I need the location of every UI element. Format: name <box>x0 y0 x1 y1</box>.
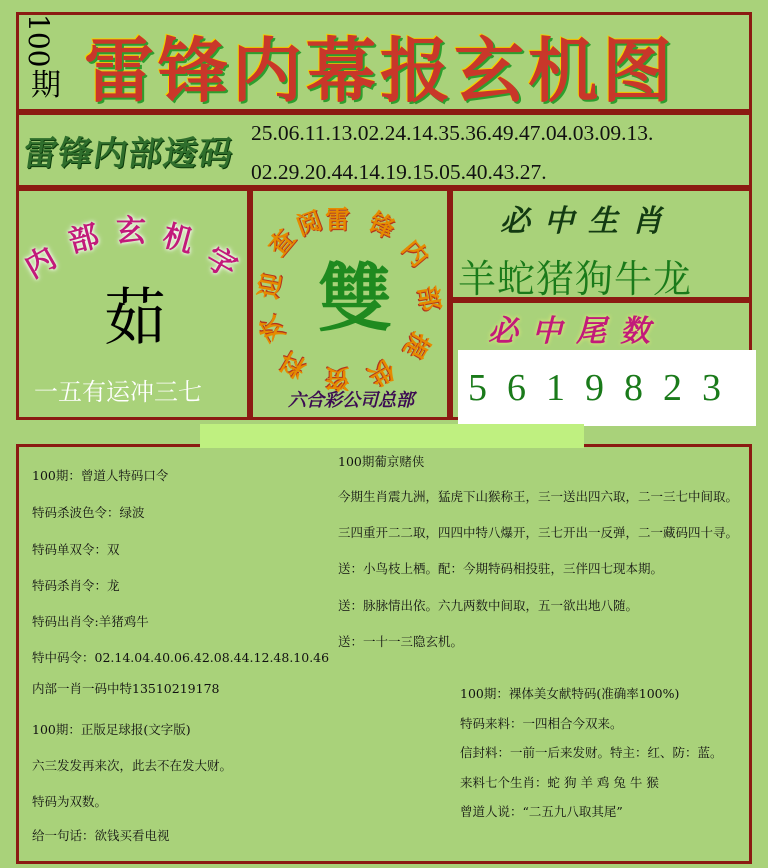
left-line: 特中码令：02.14.04.40.06.42.08.44.12.48.10.46 <box>32 650 330 665</box>
xuanji-heading-char: 部 <box>64 218 103 261</box>
left-line: 特码杀波色令：绿波 <box>32 505 145 520</box>
page-title: 雷锋内幕报玄机图 <box>84 29 676 112</box>
xuanji-phrase: 一五有运冲三七 <box>34 378 202 406</box>
xuanji-heading-char: 玄 <box>116 214 146 249</box>
ring-char: 供 <box>363 353 400 392</box>
ring-char: 欢 <box>252 311 291 348</box>
tail-heading: 必中尾数 <box>488 314 664 349</box>
right-top-line: 送：小鸟枝上栖。配：今期特码相投驻，三伴四七现本期。 <box>338 561 664 576</box>
left-line: 给一句话：欲钱买看电视 <box>32 828 170 843</box>
tail-digits: 5619823 <box>468 367 741 409</box>
right-top-line: 今期生肖震九洲，猛虎下山猴称王，三一送出四六取，二一三七中间取。 <box>338 489 739 504</box>
ring-char: 阅 <box>292 205 326 242</box>
xuanji-heading-char: 机 <box>159 218 198 261</box>
codes-label: 雷锋内部透码 <box>20 133 237 174</box>
codes-list <box>251 116 751 190</box>
company-label: 六合彩公司总部 <box>288 390 414 411</box>
right-top-line: 送：一十一三隐玄机。 <box>338 634 464 649</box>
issue-number: 100 <box>22 14 55 68</box>
left-line: 特码杀肖令：龙 <box>32 578 120 593</box>
ring-char: 查 <box>262 224 301 262</box>
divider-strip <box>200 424 584 448</box>
left-line: 特码为双数。 <box>32 794 108 809</box>
ring-char: 资 <box>325 364 351 393</box>
left-line: 100期：曾道人特码口令 <box>32 468 169 483</box>
xuanji-character: 茹 <box>103 281 166 354</box>
ring-char: 部 <box>412 283 446 314</box>
ring-char: 雷 <box>325 205 351 234</box>
ring-char: 锋 <box>364 206 400 244</box>
ring-char: 料 <box>275 345 312 384</box>
ring-char: 提 <box>398 327 437 364</box>
issue-suffix: 期 <box>31 68 61 104</box>
right-bottom-line: 曾道人说：“二五九八取其尾” <box>460 804 623 819</box>
right-top-line: 送：脉脉情出依。六九两数中间取，五一欲出地八随。 <box>338 598 639 613</box>
right-bottom-line: 信封料：一前一后来发财。特主：红、防：蓝。 <box>460 745 723 760</box>
zodiac-animals: 羊蛇猪狗牛龙 <box>458 257 693 301</box>
xuanji-heading <box>19 202 247 286</box>
left-line: 内部一肖一码中特13510219178 <box>32 681 220 696</box>
left-line: 六三发发再来次，此去不在发大财。 <box>32 758 233 773</box>
codes-line-1: 25.06.11.13.02.24.14.35.36.49.47.04.03.09.13. <box>251 121 654 145</box>
right-bottom-line: 100期：裸体美女献特码(准确率100%) <box>460 686 680 701</box>
right-bottom-line: 来料七个生肖：蛇 狗 羊 鸡 兔 牛 猴 <box>460 775 659 790</box>
left-line: 100期：正版足球报(文字版) <box>32 722 191 737</box>
zodiac-heading: 必中生肖 <box>500 204 676 239</box>
ring-char: 内 <box>396 234 435 272</box>
right-top-line: 三四重开二二取，四四中特八爆开，三七开出一反弹，二一藏码四十寻。 <box>338 525 739 540</box>
ring-char: 迎 <box>253 271 287 302</box>
right-bottom-line: 特码来料：一四相合今双来。 <box>460 716 623 731</box>
xuanji-heading-char: 内 <box>19 240 63 286</box>
issue-label <box>22 14 68 104</box>
codes-line-2: 02.29.20.44.14.19.15.05.40.43.27. <box>251 160 547 184</box>
right-top-line: 100期葡京赌侠 <box>338 454 425 469</box>
left-line: 特码单双令：双 <box>32 542 120 557</box>
left-line: 特码出肖令:羊猪鸡牛 <box>32 614 149 629</box>
xuanji-heading-char: 字 <box>199 240 243 286</box>
center-character: 雙 <box>318 256 392 342</box>
